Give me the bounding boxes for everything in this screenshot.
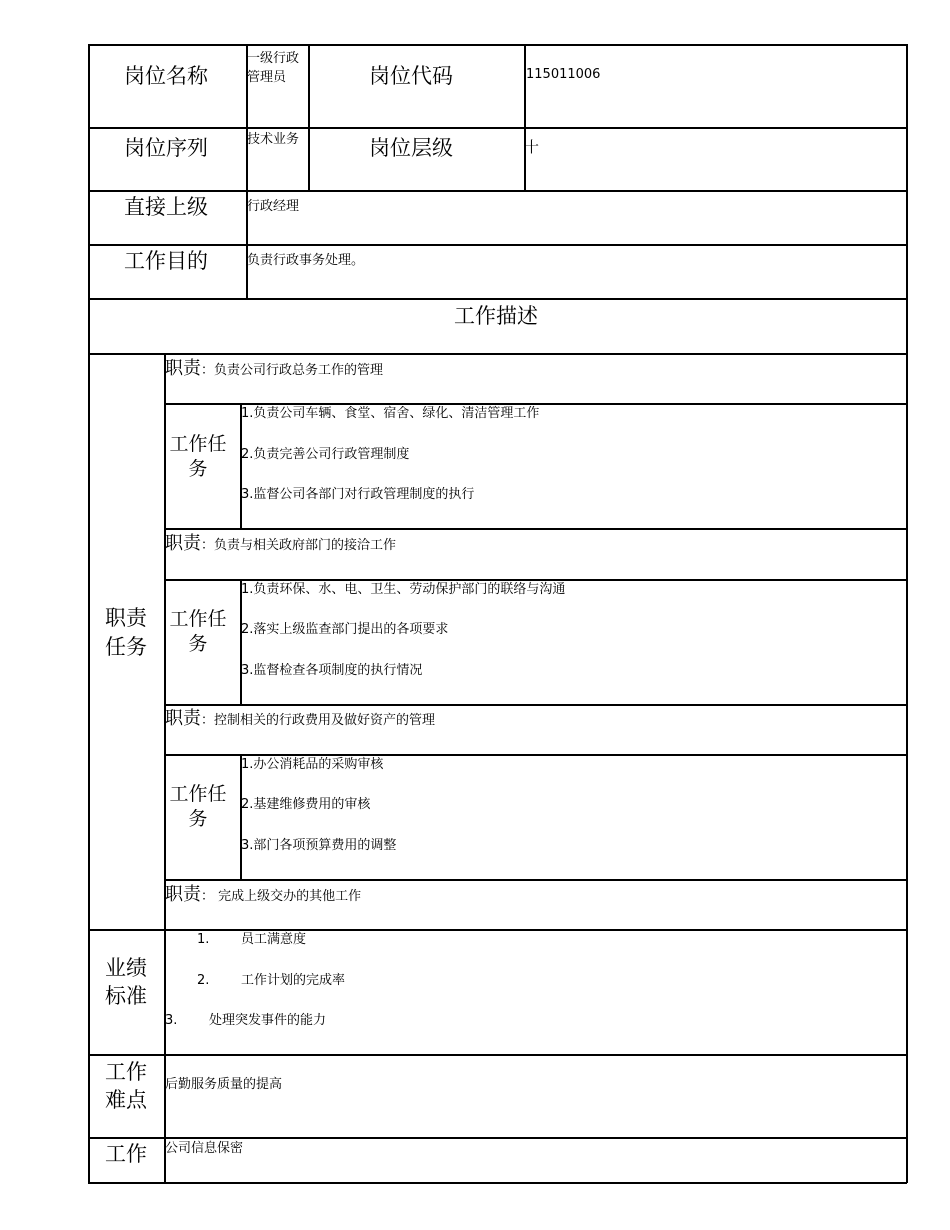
duty-prefix: 职责: [165, 358, 201, 379]
task-label: 工作任务: [169, 433, 227, 480]
last-row-label: 工作: [105, 1142, 147, 1166]
difficulty-value: 后勤服务质量的提高: [165, 1077, 283, 1092]
level-label: 岗位层级: [369, 136, 453, 160]
task-item: 3.监督公司各部门对行政管理制度的执行: [241, 487, 475, 502]
sequence-label: 岗位序列: [124, 136, 208, 160]
task-label: 工作任务: [169, 783, 227, 830]
level-value: 十: [524, 138, 540, 156]
task-item: 1.负责环保、水、电、卫生、劳动保护部门的联络与沟通: [241, 582, 566, 597]
duty-row: [165, 884, 361, 907]
performance-item-num: 1.: [197, 932, 210, 947]
superior-value: 行政经理: [247, 199, 300, 214]
position-code-label: 岗位代码: [369, 64, 453, 88]
position-name-label: 岗位名称: [124, 64, 208, 88]
purpose-label: 工作目的: [124, 249, 208, 273]
task-item: 1.负责公司车辆、食堂、宿舍、绿化、清洁管理工作: [241, 406, 540, 421]
description-title: 工作描述: [454, 304, 538, 328]
position-name-value: 一级行政管理员: [247, 51, 300, 85]
duty-row: [165, 533, 396, 556]
performance-item-text: 工作计划的完成率: [241, 973, 346, 988]
duty-text: ：负责公司行政总务工作的管理: [201, 363, 384, 378]
task-item: 3.监督检查各项制度的执行情况: [241, 663, 423, 678]
task-item: 2.负责完善公司行政管理制度: [241, 447, 410, 462]
duties-label: 职责任务: [105, 606, 147, 659]
last-row-value: 公司信息保密: [165, 1141, 244, 1156]
duty-text: ：控制相关的行政费用及做好资产的管理: [201, 713, 436, 728]
duty-row: [165, 358, 383, 381]
performance-label: 业绩标准: [105, 956, 147, 1008]
duty-prefix: 职责: [165, 533, 201, 554]
duty-prefix: 职责: [165, 884, 201, 905]
sequence-value: 技术业务: [247, 132, 300, 147]
purpose-value: 负责行政事务处理。: [247, 253, 365, 268]
performance-item-num: 2.: [197, 973, 210, 988]
task-item: 2.落实上级监查部门提出的各项要求: [241, 622, 449, 637]
duty-text: ： 完成上级交办的其他工作: [201, 889, 362, 904]
performance-item-text: 员工满意度: [241, 932, 307, 947]
duty-text: ：负责与相关政府部门的接洽工作: [201, 538, 397, 553]
task-item: 1.办公消耗品的采购审核: [241, 757, 384, 772]
performance-item-text: 处理突发事件的能力: [209, 1013, 327, 1028]
position-code-value: 115011006: [526, 67, 601, 82]
task-label: 工作任务: [169, 608, 227, 655]
task-item: 2.基建维修费用的审核: [241, 797, 371, 812]
duty-row: [165, 708, 435, 731]
task-item: 3.部门各项预算费用的调整: [241, 838, 397, 853]
performance-item-num: 3.: [165, 1013, 178, 1028]
duty-prefix: 职责: [165, 708, 201, 729]
superior-label: 直接上级: [124, 195, 208, 219]
difficulty-label: 工作难点: [105, 1060, 147, 1112]
